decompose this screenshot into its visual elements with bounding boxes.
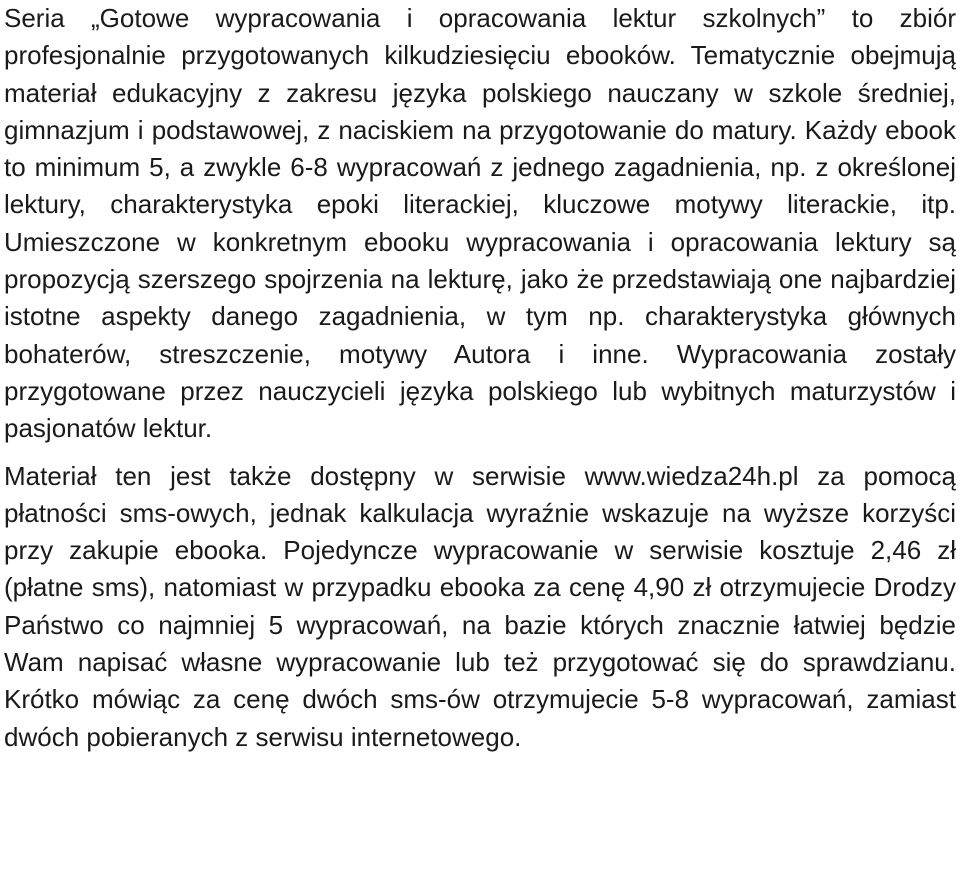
document-body <box>4 0 956 756</box>
paragraph-series-description: Seria „Gotowe wypracowania i opracowania lektur szkolnych” to zbiór profesjonalnie przygotowanych kilkudziesięciu ebooków. Tematycznie obejmują materiał edukacyjny z zakresu języka polskiego nauczany w szkole średniej, gimnazjum i podstawowej, z naciskiem na przygotowanie do matury. Każdy ebook to minimum 5, a zwykle 6-8 wypracowań z jednego zagadnienia, np. z określonej lektury, charakterystyka epoki literackiej, kluczowe motywy literackie, itp. Umieszczone w konkretnym ebooku wypracowania i opracowania lektury są propozycją szerszego spojrzenia na lekturę, jako że przedstawiają one najbardziej istotne aspekty danego zagadnienia, w tym np. charakterystyka głównych bohaterów, streszczenie, motywy Autora i inne. Wypracowania zostały przygotowane przez nauczycieli języka polskiego lub wybitnych maturzystów i pasjonatów lektur. <box>4 3 956 444</box>
paragraph-pricing-info: Materiał ten jest także dostępny w serwisie www.wiedza24h.pl za pomocą płatności sms-owych, jednak kalkulacja wyraźnie wskazuje na wyższe korzyści przy zakupie ebooka. Pojedyncze wypracowanie w serwisie kosztuje 2,46 zł (płatne sms), natomiast w przypadku ebooka za cenę 4,90 zł otrzymujecie Drodzy Państwo co najmniej 5 wypracowań, na bazie których znacznie łatwiej będzie Wam napisać własne wypracowanie lub też przygotować się do sprawdzianu. Krótko mówiąc za cenę dwóch sms-ów otrzymujecie 5-8 wypracowań, zamiast dwóch pobieranych z serwisu internetowego. <box>4 460 956 752</box>
